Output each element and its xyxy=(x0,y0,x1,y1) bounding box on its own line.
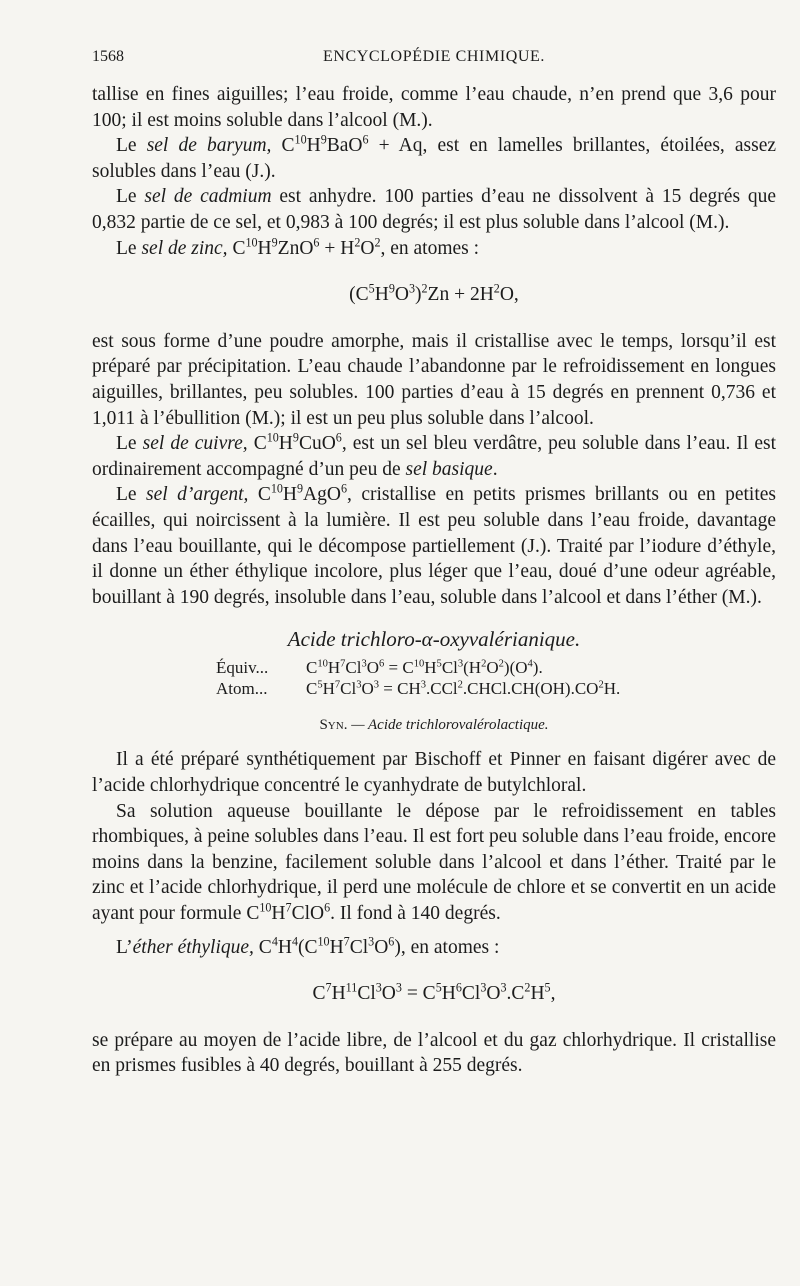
paragraph-properties: Sa solution aqueuse bouillante le dépose par le refroidissement en tables rhombiques, à peine solubles dans l’eau. Il est fort peu soluble dans l’eau froide, encore moins dans la benzine, facilement soluble dans l’alcool et dans l’éther. Traité par le zinc et l’acide chlorhydrique, il perd une molécule de chlore et se convertit en un acide ayant pour formule $C^{10}H^7ClO^6$. Il fond à 140 degrés. xyxy=(92,800,776,925)
formula-baryum: $C^{10}H^9BaO^6 + Aq$, xyxy=(281,132,428,157)
paragraph-copper-salt: Le sel de cuivre, $C^{10}H^9CuO^6$, est un sel bleu verdâtre, peu soluble dans l’eau. Il est ordinairement accompagné d’un peu de sel basique. xyxy=(92,430,776,480)
term-ethyl-ether: éther éthylique, xyxy=(132,936,254,958)
formula-reduced-acid: $C^{10}H^7ClO^6$. xyxy=(246,900,335,925)
paragraph-baryum-salt: Le sel de baryum, $C^{10}H^9BaO^6 + Aq$, est en lamelles brillantes, étoilées, assez solubles dans l’eau (J.). xyxy=(92,132,777,182)
equivalence-formulas xyxy=(216,657,776,699)
formula-zinc: $C^{10}H^9ZnO^6 + H^2O^2$, xyxy=(232,235,386,259)
term-cadmium-salt: sel de cadmium xyxy=(144,186,272,208)
running-title: ENCYCLOPÉDIE CHIMIQUE. xyxy=(322,48,546,65)
atom-formula-row: Atom... $C^5H^7Cl^3O^3$ = $CH^3.CCl^2.CHCl.CH(OH).CO^2H$. xyxy=(216,678,621,698)
formula-copper: $C^{10}H^9CuO^6$, xyxy=(253,430,347,455)
formula-silver: $C^{10}H^9AgO^6$, xyxy=(257,481,352,506)
term-zinc-salt: sel de zinc, xyxy=(141,237,228,259)
section-title: Acide trichloro-α-oxyvalérianique. xyxy=(287,627,581,652)
paragraph-continuation: tallise en fines aiguilles; l’eau froide, comme l’eau chaude, n’en prend que 3,6 pour 100; il est moins soluble dans l’alcool (M.). xyxy=(92,84,776,131)
synonym-line: Syn. — Acide trichlorovalérolactique. xyxy=(319,716,549,733)
body-text xyxy=(92,82,776,1079)
page-header xyxy=(92,48,776,72)
term-copper-salt: sel de cuivre, xyxy=(142,433,248,455)
paragraph-zinc-salt: Le sel de zinc, $C^{10}H^9ZnO^6 + H^2O^2$, en atomes : xyxy=(116,235,480,259)
paragraph-ethyl-ether: L’éther éthylique, $C^4H^4(C^{10}H^7Cl^3O^6)$, en atomes : xyxy=(116,934,500,958)
formula-ethyl-ether: $C^4H^4(C^{10}H^7Cl^3O^6)$, xyxy=(258,934,406,958)
paragraph-zinc-properties: est sous forme d’une poudre amorphe, mais il cristallise avec le temps, lorsqu’il est préparé par précipitation. L’eau chaude l’abandonne par le refroidissement en longues aiguilles, brillantes, peu solubles. 100 parties d’eau à 15 degrés en prennent 0,736 et 1,011 à l’ébullition (M.); il est un peu plus soluble dans l’alcool. xyxy=(92,330,776,429)
paragraph-synthesis: Il a été préparé synthétiquement par Bischoff et Pinner en faisant digérer avec de l’acide chlorhydrique concentré le cyanhydrate de butylchloral. xyxy=(92,749,776,797)
paragraph-cadmium-salt: Le sel de cadmium est anhydre. 100 parties d’eau ne dissolvent à 15 degrés que 0,832 partie de ce sel, et 0,983 à 100 degrés; il est plus soluble dans l’alcool (M.). xyxy=(92,186,776,233)
term-basic-salt: sel basique xyxy=(405,458,493,480)
formula-ethyl-ether-atoms: $C^7H^{11}Cl^3O^3 = C^5H^6Cl^3O^3.C^2H^5$, xyxy=(312,980,556,1005)
term-baryum-salt: sel de baryum, xyxy=(146,135,272,157)
equiv-formula-row: Équiv... $C^{10}H^7Cl^3O^6 = C^{10}H^5Cl^3(H^2O^2)(O^4)$. xyxy=(216,657,543,677)
paragraph-ethyl-ether-preparation: se prépare au moyen de l’acide libre, de l’alcool et du gaz chlorhydrique. Il cristallise en prismes fusibles à 40 degrés, bouillant à 255 degrés. xyxy=(92,1029,776,1077)
page-number: 1568 xyxy=(92,48,124,65)
formula-zinc-atoms: $(C^5H^9O^3)^2Zn + 2H^2O$, xyxy=(349,281,519,306)
paragraph-silver-salt: Le sel d’argent, $C^{10}H^9AgO^6$, cristallise en petits prismes brillants ou en petites écailles, qui noircissent à la lumière. Il est peu soluble dans l’eau froide, davantage dans l’eau bouillante, qui le décompose partiellement (J.). Traité par l’iodure d’éthyle, il donne un éther éthylique incolore, plus léger que l’eau, doué d’une odeur agréable, bouillant à 190 degrés, insoluble dans l’eau, soluble dans l’alcool et dans l’éther (M.). xyxy=(92,481,776,608)
term-silver-salt: sel d’argent, xyxy=(146,484,249,506)
